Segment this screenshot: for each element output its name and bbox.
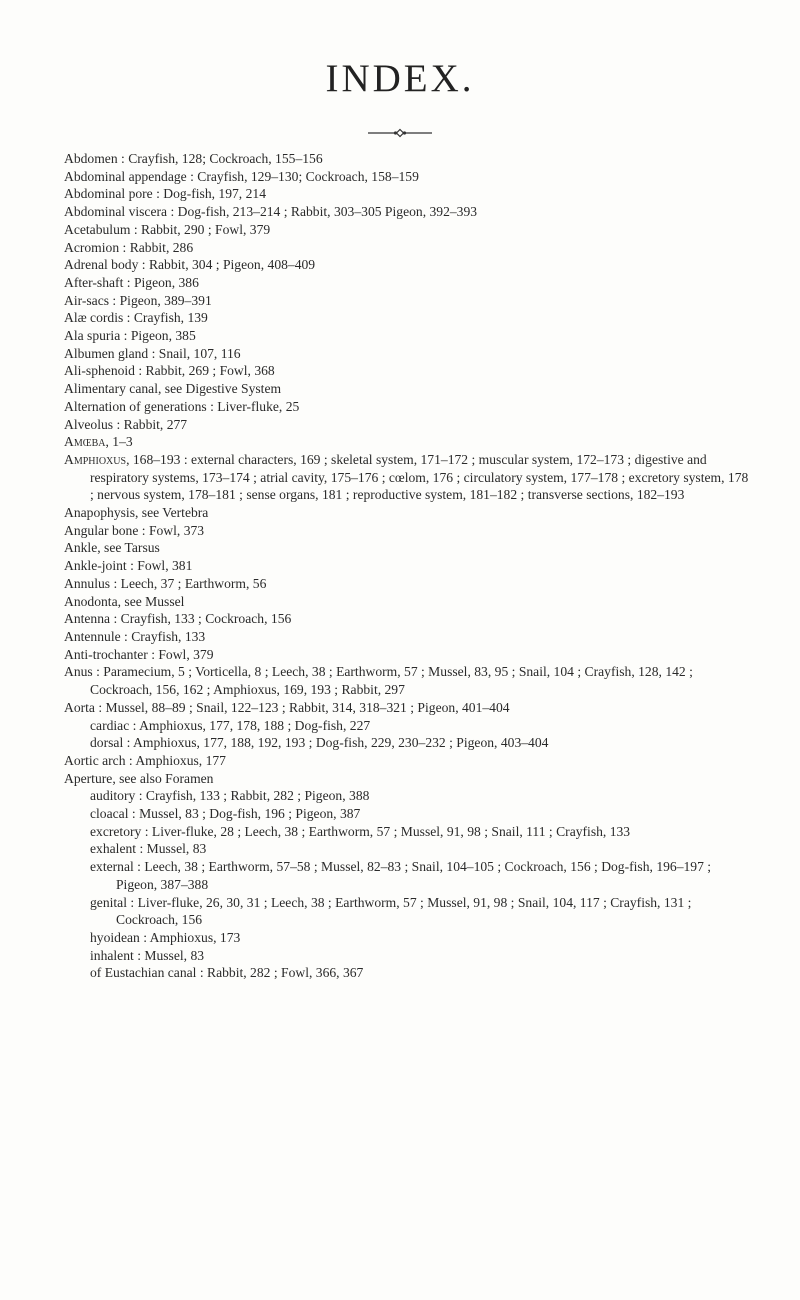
index-entry [64,345,754,363]
entry-references: : Amphioxus, 173 [139,929,241,945]
entry-references: : Rabbit, 269 ; Fowl, 368 [134,363,275,379]
index-entry [64,274,754,292]
entry-heading: Anapophysis [64,505,135,521]
entry-references: : Leech, 38 ; Earthworm, 57–58 ; Mussel, 82–83 ; Snail, 104–105 ; Cockroach, 156 ; Dog-fish, 196–197 ; Pigeon, 387–388 [116,859,712,892]
entry-references: : Rabbit, 290 ; Fowl, 379 [130,221,271,237]
index-entry [64,416,754,434]
index-entry [64,699,754,717]
entry-references: : Rabbit, 286 [119,239,194,255]
entry-heading: Aorta [64,699,95,715]
entry-heading: excretory [90,823,142,839]
entry-heading: of Eustachian canal [90,965,197,981]
entry-references: : Leech, 37 ; Earthworm, 56 [110,575,267,591]
index-entry [64,504,754,522]
entry-heading: Aortic arch [64,752,126,768]
entry-heading: Albumen gland [64,345,149,361]
entry-heading: hyoidean [90,929,140,945]
entry-references: : Crayfish, 133 ; Cockroach, 156 [110,611,292,627]
entry-references: : Snail, 107, 116 [148,345,241,361]
index-subentry [64,734,754,752]
entry-heading: Antenna [64,611,111,627]
index-entry [64,522,754,540]
index-entry [64,557,754,575]
entry-references: : Paramecium, 5 ; Vorticella, 8 ; Leech, 38 ; Earthworm, 57 ; Mussel, 83, 95 ; Snail, 104 ; Crayfish, 128, 142 ; Cockroach, 156, 162 ; Amphioxus, 169, 193 ; Rabbit, 297 [90,664,693,698]
index-entry [64,628,754,646]
index-entry [64,770,754,788]
entry-heading: Alternation of generations [64,398,207,414]
entry-heading: Ankle [64,540,98,556]
index-subentry [64,787,754,805]
entry-references: : Crayfish, 128; Cockroach, 155–156 [117,151,323,166]
index-entry [64,663,754,698]
entry-references: , 168–193 : external characters, 169 ; skeletal system, 171–172 ; muscular system, 172–173 ; digestive and respiratory systems, 173–174 ; atrial cavity, 175–176 ; cœlom, 176 ; circulatory system, 177–178 ; excretory system, 178 ; nervous system, 178–181 ; sense organs, 181 ; reproductive system, 181–182 ; transverse sections, 182–193 [90,451,749,503]
entry-heading: Antennule [64,628,121,644]
divider-ornament-icon [368,128,432,138]
index-subentry [64,858,754,893]
entry-references: : Crayfish, 133 [120,628,206,644]
index-entry [64,327,754,345]
entry-heading: exhalent [90,841,137,857]
index-entry [64,451,754,504]
entry-references: : Mussel, 83 [133,947,205,963]
index-entry [64,575,754,593]
entry-references: , 1–3 [105,434,133,450]
entry-heading: cloacal [90,806,129,822]
entry-heading: Amphioxus [64,451,127,467]
entry-heading: Angular bone [64,522,139,538]
entry-heading: Acetabulum [64,221,131,237]
entry-heading: After-shaft [64,274,124,290]
entry-heading: Anodonta [64,593,118,609]
index-entry [64,398,754,416]
index-entry [64,752,754,770]
entry-references: : Crayfish, 139 [123,310,208,326]
entry-heading: auditory [90,788,136,804]
entry-heading: external [90,859,134,875]
entry-references: , see Vertebra [135,505,209,521]
entry-heading: Annulus [64,575,111,591]
entry-references: : Fowl, 381 [126,558,193,574]
entry-references: : Liver-fluke, 26, 30, 31 ; Leech, 38 ; Earthworm, 57 ; Mussel, 91, 98 ; Snail, 104, 117 ; Crayfish, 131 ; Cockroach, 156 [116,894,692,928]
entry-heading: Alveolus [64,416,114,432]
entry-references: : Mussel, 83 ; Dog-fish, 196 ; Pigeon, 387 [128,806,361,822]
entry-heading: Amœba [64,434,106,450]
entry-heading: Alæ cordis [64,310,124,326]
entry-heading: dorsal [90,735,124,751]
entry-references: : Dog-fish, 197, 214 [152,186,266,202]
entry-heading: Abdominal pore [64,186,153,202]
entry-references: : Pigeon, 389–391 [109,292,212,308]
index-subentry [64,805,754,823]
entry-heading: Abdomen [64,151,118,166]
entry-references: : Fowl, 379 [147,646,214,662]
index-entry [64,610,754,628]
index-entry [64,593,754,611]
index-subentry [64,840,754,858]
entry-heading: inhalent [90,947,134,963]
entry-heading: Abdominal appendage [64,168,187,184]
entry-references: : Amphioxus, 177 [125,752,226,768]
index-entry [64,150,754,168]
entry-heading: Aperture [64,770,113,786]
entry-heading: Ankle-joint [64,558,127,574]
entry-references: , see Mussel [117,593,185,609]
index-subentry [64,929,754,947]
entry-references: : Amphioxus, 177, 178, 188 ; Dog-fish, 227 [129,717,371,733]
entry-references: : Pigeon, 385 [120,328,196,344]
entry-heading: Adrenal body [64,257,139,273]
entry-references: : Crayfish, 129–130; Cockroach, 158–159 [186,168,419,184]
entry-references: : Rabbit, 304 ; Pigeon, 408–409 [138,257,316,273]
entry-references: : Amphioxus, 177, 188, 192, 193 ; Dog-fish, 229, 230–232 ; Pigeon, 403–404 [123,735,549,751]
entry-heading: Anus [64,664,93,680]
index-entry [64,168,754,186]
entry-references: : Liver-fluke, 28 ; Leech, 38 ; Earthworm, 57 ; Mussel, 91, 98 ; Snail, 111 ; Crayfish, 133 [141,823,631,839]
index-entry [64,292,754,310]
index-entry [64,380,754,398]
entry-heading: Alimentary canal [64,381,158,397]
entry-heading: Air-sacs [64,292,110,308]
entry-references: : Dog-fish, 213–214 ; Rabbit, 303–305 Pigeon, 392–393 [167,204,478,220]
index-subentry [64,894,754,929]
index-subentry [64,823,754,841]
page-title: INDEX. [325,57,475,100]
entry-references: : Pigeon, 386 [123,274,199,290]
index-subentry [64,964,754,982]
index-entry [64,185,754,203]
index-entry [64,256,754,274]
entry-heading: Ala spuria [64,328,121,344]
entry-references: : Fowl, 373 [138,522,205,538]
index-entry [64,221,754,239]
entry-references: : Rabbit, 277 [113,416,188,432]
entry-heading: Anti-trochanter [64,646,148,662]
index-entry [64,539,754,557]
entry-references: : Mussel, 88–89 ; Snail, 122–123 ; Rabbit, 314, 318–321 ; Pigeon, 401–404 [94,699,510,715]
entry-references: , see Digestive System [157,381,282,397]
index-entry [64,433,754,451]
index-entry [64,646,754,664]
entry-references: : Mussel, 83 [136,841,207,857]
entry-heading: Acromion [64,239,120,255]
index-entry [64,239,754,257]
index-subentry [64,717,754,735]
index-entry [64,362,754,380]
entry-references: : Crayfish, 133 ; Rabbit, 282 ; Pigeon, 388 [135,788,370,804]
entry-references: : Rabbit, 282 ; Fowl, 366, 367 [196,965,364,981]
entry-heading: Abdominal viscera [64,204,168,220]
entry-heading: cardiac [90,717,130,733]
entry-references: , see also Foramen [112,770,214,786]
index-entries [64,150,754,982]
entry-references: : Liver-fluke, 25 [206,398,300,414]
entry-heading: Ali-sphenoid [64,363,135,379]
entry-references: , see Tarsus [97,540,160,556]
index-entry [64,203,754,221]
index-entry [64,309,754,327]
index-subentry [64,947,754,965]
entry-heading: genital [90,894,127,910]
